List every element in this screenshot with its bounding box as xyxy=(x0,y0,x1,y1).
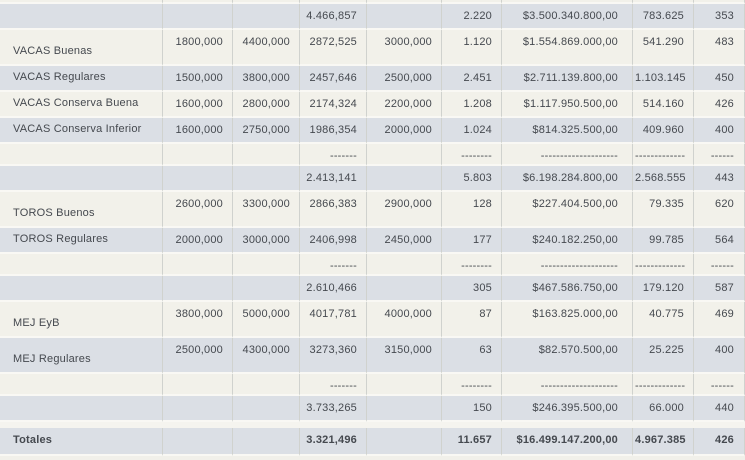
row-label-cell: TOROS Buenos xyxy=(0,192,163,228)
value-cell: -------------------- xyxy=(502,374,633,396)
value-cell xyxy=(233,254,300,276)
value-cell: 3273,360 xyxy=(300,338,367,374)
table-row-vacas-conserva-inferior xyxy=(0,118,745,144)
value-cell: 2750,000 xyxy=(233,118,300,144)
value-cell xyxy=(233,396,300,422)
value-cell: 2872,525 xyxy=(300,30,367,66)
value-cell: $467.586.750,00 xyxy=(502,276,633,302)
value-cell: 1500,000 xyxy=(163,66,233,92)
value-cell: 1.024 xyxy=(442,118,502,144)
value-cell: ------------- xyxy=(633,374,694,396)
value-cell xyxy=(163,396,233,422)
value-cell: ------------- xyxy=(633,144,694,166)
value-cell: 426 xyxy=(694,428,745,456)
value-cell: 2.220 xyxy=(442,4,502,30)
value-cell: 2457,646 xyxy=(300,66,367,92)
value-cell xyxy=(163,374,233,396)
value-cell: 179.120 xyxy=(633,276,694,302)
row-label-cell xyxy=(0,254,163,276)
value-cell xyxy=(367,254,442,276)
value-cell: 40.775 xyxy=(633,302,694,338)
value-cell: 483 xyxy=(694,30,745,66)
value-cell: 2000,000 xyxy=(163,228,233,254)
value-cell: 443 xyxy=(694,166,745,192)
value-cell xyxy=(367,396,442,422)
value-cell: 2174,324 xyxy=(300,92,367,118)
row-label-cell xyxy=(0,374,163,396)
value-cell: 4300,000 xyxy=(233,338,300,374)
value-cell: 2406,998 xyxy=(300,228,367,254)
value-cell: $3.500.340.800,00 xyxy=(502,4,633,30)
value-cell: $227.404.500,00 xyxy=(502,192,633,228)
value-cell xyxy=(163,166,233,192)
value-cell: 2500,000 xyxy=(367,66,442,92)
value-cell xyxy=(163,254,233,276)
value-cell: 2000,000 xyxy=(367,118,442,144)
value-cell: 4017,781 xyxy=(300,302,367,338)
value-cell: 150 xyxy=(442,396,502,422)
row-label-cell: MEJ EyB xyxy=(0,302,163,338)
table-row-subtotal-toros xyxy=(0,276,745,302)
table-row-subtotal-previous-section xyxy=(0,4,745,30)
value-cell xyxy=(367,374,442,396)
value-cell: 3800,000 xyxy=(163,302,233,338)
value-cell: 1986,354 xyxy=(300,118,367,144)
value-cell: $240.182.250,00 xyxy=(502,228,633,254)
row-label-cell: TOROS Regulares xyxy=(0,228,163,254)
value-cell xyxy=(367,276,442,302)
value-cell: -------------------- xyxy=(502,254,633,276)
value-cell: 400 xyxy=(694,338,745,374)
value-cell xyxy=(163,276,233,302)
table-row-toros-regulares xyxy=(0,228,745,254)
value-cell xyxy=(233,276,300,302)
value-cell: -------- xyxy=(442,254,502,276)
table-row-vacas-regulares xyxy=(0,66,745,92)
value-cell: 1.208 xyxy=(442,92,502,118)
value-cell: 3300,000 xyxy=(233,192,300,228)
value-cell: ------ xyxy=(694,144,745,166)
value-cell: $16.499.147.200,00 xyxy=(502,428,633,456)
value-cell xyxy=(233,144,300,166)
value-cell xyxy=(233,428,300,456)
value-cell: ------ xyxy=(694,254,745,276)
value-cell: 63 xyxy=(442,338,502,374)
value-cell: 2.413,141 xyxy=(300,166,367,192)
value-cell: 353 xyxy=(694,4,745,30)
table-row-mej-eyb xyxy=(0,302,745,338)
value-cell: 2900,000 xyxy=(367,192,442,228)
value-cell xyxy=(367,144,442,166)
value-cell xyxy=(367,4,442,30)
value-cell: 1600,000 xyxy=(163,118,233,144)
value-cell: 1800,000 xyxy=(163,30,233,66)
row-label-cell xyxy=(0,166,163,192)
row-label-cell xyxy=(0,4,163,30)
value-cell: 4.967.385 xyxy=(633,428,694,456)
row-label-cell: VACAS Conserva Buena xyxy=(0,92,163,118)
value-cell: 620 xyxy=(694,192,745,228)
table-row-subtotal-mej xyxy=(0,396,745,422)
value-cell: 564 xyxy=(694,228,745,254)
value-cell: 2.610,466 xyxy=(300,276,367,302)
value-cell: -------- xyxy=(442,144,502,166)
value-cell: 1.120 xyxy=(442,30,502,66)
row-label-cell xyxy=(0,396,163,422)
value-cell: 440 xyxy=(694,396,745,422)
table-row-toros-buenos xyxy=(0,192,745,228)
value-cell: 128 xyxy=(442,192,502,228)
value-cell: 5.803 xyxy=(442,166,502,192)
value-cell xyxy=(367,166,442,192)
value-cell: 2200,000 xyxy=(367,92,442,118)
table-row-subtotal-vacas xyxy=(0,166,745,192)
value-cell: 1.103.145 xyxy=(633,66,694,92)
value-cell: 3800,000 xyxy=(233,66,300,92)
value-cell: 469 xyxy=(694,302,745,338)
row-label-cell: VACAS Buenas xyxy=(0,30,163,66)
value-cell xyxy=(233,166,300,192)
row-label-cell: VACAS Regulares xyxy=(0,66,163,92)
value-cell: 5000,000 xyxy=(233,302,300,338)
value-cell: 2800,000 xyxy=(233,92,300,118)
value-cell: 66.000 xyxy=(633,396,694,422)
value-cell: 2450,000 xyxy=(367,228,442,254)
value-cell: $814.325.500,00 xyxy=(502,118,633,144)
table-row-totales xyxy=(0,428,745,456)
value-cell: 400 xyxy=(694,118,745,144)
value-cell: 3.321,496 xyxy=(300,428,367,456)
value-cell: 3000,000 xyxy=(367,30,442,66)
value-cell xyxy=(233,4,300,30)
table-row-dash-separator-mej xyxy=(0,374,745,396)
table-row-dash-separator-toros xyxy=(0,254,745,276)
value-cell xyxy=(163,428,233,456)
row-label-cell xyxy=(0,144,163,166)
value-cell: ------------- xyxy=(633,254,694,276)
value-cell: 2.451 xyxy=(442,66,502,92)
table-row-dash-separator-vacas xyxy=(0,144,745,166)
value-cell: 450 xyxy=(694,66,745,92)
value-cell: 541.290 xyxy=(633,30,694,66)
value-cell: 514.160 xyxy=(633,92,694,118)
value-cell: 305 xyxy=(442,276,502,302)
value-cell: $246.395.500,00 xyxy=(502,396,633,422)
value-cell: ------- xyxy=(300,374,367,396)
value-cell: $82.570.500,00 xyxy=(502,338,633,374)
value-cell: 177 xyxy=(442,228,502,254)
value-cell: -------------------- xyxy=(502,144,633,166)
value-cell xyxy=(367,428,442,456)
value-cell xyxy=(163,144,233,166)
table-row-mej-regulares xyxy=(0,338,745,374)
value-cell xyxy=(163,4,233,30)
value-cell: ------- xyxy=(300,144,367,166)
value-cell: 11.657 xyxy=(442,428,502,456)
row-label-cell xyxy=(0,276,163,302)
value-cell: 2500,000 xyxy=(163,338,233,374)
value-cell: 426 xyxy=(694,92,745,118)
value-cell: 79.335 xyxy=(633,192,694,228)
value-cell: 99.785 xyxy=(633,228,694,254)
value-cell: ------ xyxy=(694,374,745,396)
value-cell: 4.466,857 xyxy=(300,4,367,30)
value-cell: 2866,383 xyxy=(300,192,367,228)
value-cell: $2.711.139.800,00 xyxy=(502,66,633,92)
value-cell: 4000,000 xyxy=(367,302,442,338)
value-cell: 25.225 xyxy=(633,338,694,374)
value-cell: $1.554.869.000,00 xyxy=(502,30,633,66)
value-cell: $6.198.284.800,00 xyxy=(502,166,633,192)
value-cell: 87 xyxy=(442,302,502,338)
value-cell: 783.625 xyxy=(633,4,694,30)
value-cell: -------- xyxy=(442,374,502,396)
value-cell: $163.825.000,00 xyxy=(502,302,633,338)
value-cell: 1600,000 xyxy=(163,92,233,118)
value-cell: 3000,000 xyxy=(233,228,300,254)
value-cell: 409.960 xyxy=(633,118,694,144)
value-cell: $1.117.950.500,00 xyxy=(502,92,633,118)
table-row-vacas-buenas xyxy=(0,30,745,66)
row-label-cell: MEJ Regulares xyxy=(0,338,163,374)
value-cell: 2600,000 xyxy=(163,192,233,228)
row-label-cell: Totales xyxy=(0,428,163,456)
value-cell: 2.568.555 xyxy=(633,166,694,192)
value-cell: ------- xyxy=(300,254,367,276)
value-cell: 3150,000 xyxy=(367,338,442,374)
value-cell: 587 xyxy=(694,276,745,302)
value-cell xyxy=(233,374,300,396)
table-row-vacas-conserva-buena xyxy=(0,92,745,118)
value-cell: 4400,000 xyxy=(233,30,300,66)
value-cell: 3.733,265 xyxy=(300,396,367,422)
row-label-cell: VACAS Conserva Inferior xyxy=(0,118,163,144)
